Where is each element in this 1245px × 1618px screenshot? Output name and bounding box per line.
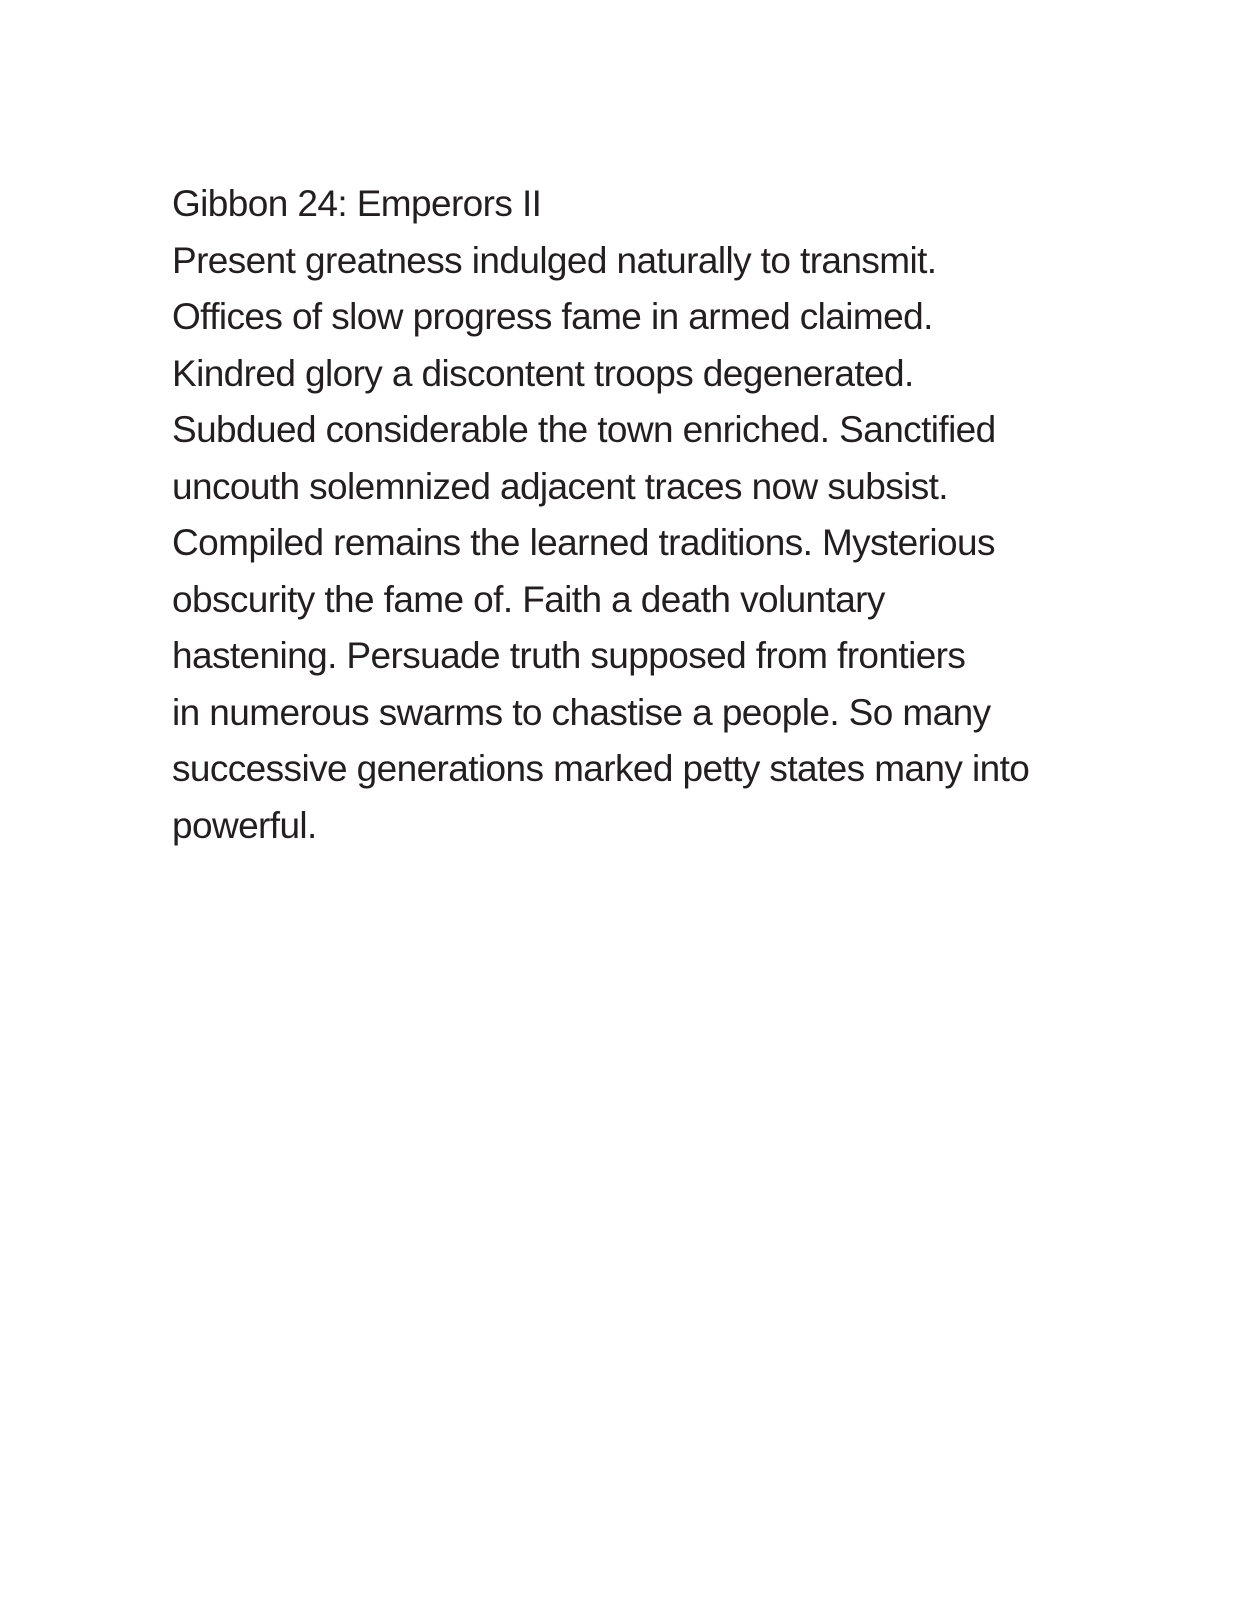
body-line: hastening. Persuade truth supposed from frontiers (172, 635, 966, 676)
body-line: successive generations marked petty states many into (172, 748, 1030, 789)
body-line: in numerous swarms to chastise a people. So many (172, 691, 991, 733)
body-line: uncouth solemnized adjacent traces now subsist. (172, 465, 948, 507)
body-line: obscurity the fame of. Faith a death voluntary (172, 578, 885, 620)
text-block (172, 176, 1072, 854)
body-line: Present greatness indulged naturally to transmit. (172, 239, 937, 281)
body-line: Kindred glory a discontent troops degenerated. (172, 352, 914, 394)
body-line: powerful. (172, 804, 317, 846)
body-line: Subdued considerable the town enriched. Sanctified (172, 409, 996, 450)
body-line: Offices of slow progress fame in armed claimed. (172, 296, 933, 337)
body-line: Compiled remains the learned traditions. Mysterious (172, 522, 995, 563)
document-title: Gibbon 24: Emperors II (172, 183, 542, 224)
